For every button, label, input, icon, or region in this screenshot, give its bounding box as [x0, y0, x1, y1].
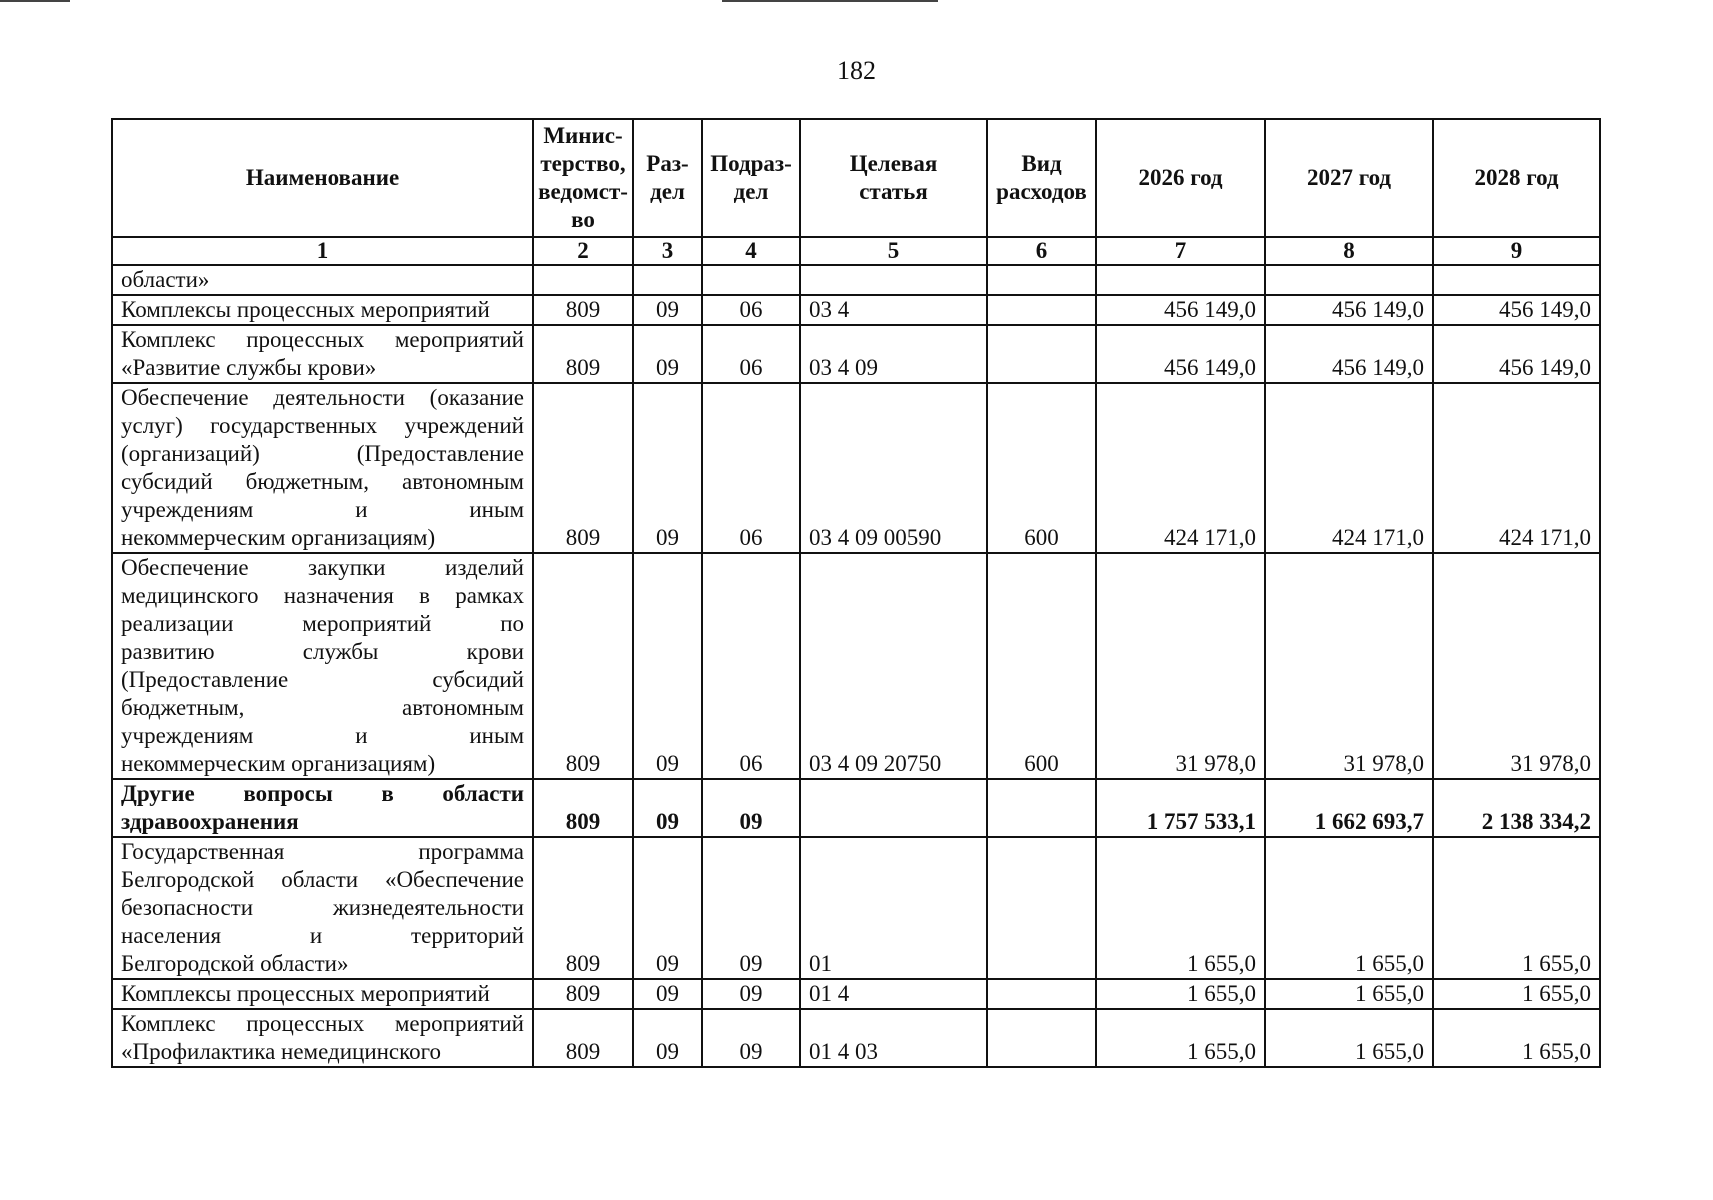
name-line: «Развитие службы крови»: [121, 355, 377, 380]
name-cell: [112, 325, 533, 383]
name-line: учреждениям и иным: [121, 723, 524, 748]
header-target-article: [800, 119, 987, 237]
name-line: субсидий бюджетным, автономным: [121, 469, 524, 494]
amount-2028-cell: 2 138 334,2: [1433, 779, 1600, 837]
name-line: Другие вопросы в области: [121, 781, 524, 806]
header-line: Подраз-: [710, 151, 792, 176]
subsection-cell: 09: [702, 779, 800, 837]
expense-type-cell: [987, 779, 1096, 837]
amount-2028-cell: 456 149,0: [1433, 325, 1600, 383]
header-section: [633, 119, 702, 237]
name-cell: [112, 295, 533, 325]
target-article-cell: [800, 779, 987, 837]
target-article-cell: [800, 265, 987, 295]
top-center-rule: [722, 0, 938, 2]
target-article-cell: 03 4 09 00590: [800, 383, 987, 553]
column-number: 4: [702, 237, 800, 265]
table-header-row: [112, 119, 1600, 237]
target-article-cell: 03 4 09 20750: [800, 553, 987, 779]
name-cell: [112, 837, 533, 979]
name-line: некоммерческим организациям): [121, 751, 436, 776]
expense-type-cell: [987, 979, 1096, 1009]
page-number: 182: [837, 56, 876, 85]
name-line: Белгородской области»: [121, 951, 349, 976]
table-row: [112, 979, 1600, 1009]
section-cell: 09: [633, 553, 702, 779]
header-ministry: [533, 119, 633, 237]
expense-type-cell: [987, 837, 1096, 979]
target-article-cell: 03 4: [800, 295, 987, 325]
table-row: [112, 779, 1600, 837]
subsection-cell: 09: [702, 1009, 800, 1067]
column-number: 8: [1265, 237, 1433, 265]
header-year-2028: [1433, 119, 1600, 237]
amount-2026-cell: 1 655,0: [1096, 1009, 1265, 1067]
subsection-cell: 09: [702, 837, 800, 979]
subsection-cell: 09: [702, 979, 800, 1009]
name-line: Комплекс процессных мероприятий: [121, 327, 524, 352]
section-cell: 09: [633, 383, 702, 553]
name-cell: [112, 265, 533, 295]
name-line: Государственная программа: [121, 839, 524, 864]
table-row: [112, 295, 1600, 325]
amount-2028-cell: 1 655,0: [1433, 979, 1600, 1009]
column-number: 5: [800, 237, 987, 265]
amount-2026-cell: 456 149,0: [1096, 325, 1265, 383]
column-number: 9: [1433, 237, 1600, 265]
amount-2028-cell: 424 171,0: [1433, 383, 1600, 553]
header-line: расходов: [996, 179, 1087, 204]
name-line: Комплекс процессных мероприятий: [121, 1011, 524, 1036]
amount-2027-cell: 456 149,0: [1265, 325, 1433, 383]
table-row: [112, 837, 1600, 979]
name-line: Обеспечение деятельности (оказание: [121, 385, 524, 410]
name-line: «Профилактика немедицинского: [121, 1039, 442, 1064]
expense-type-cell: 600: [987, 553, 1096, 779]
header-name: [112, 119, 533, 237]
table-row: [112, 383, 1600, 553]
header-line: Раз-: [646, 151, 689, 176]
name-line: здравоохранения: [121, 809, 299, 834]
header-line: Целевая: [849, 151, 938, 176]
name-line: реализации мероприятий по: [121, 611, 524, 636]
header-line: терство,: [540, 151, 626, 176]
name-cell: [112, 383, 533, 553]
column-number-row: [112, 237, 1600, 265]
amount-2027-cell: 456 149,0: [1265, 295, 1433, 325]
expense-type-cell: [987, 265, 1096, 295]
amount-2026-cell: 31 978,0: [1096, 553, 1265, 779]
header-line: дел: [650, 179, 685, 204]
target-article-cell: 01 4 03: [800, 1009, 987, 1067]
name-cell: [112, 553, 533, 779]
section-cell: [633, 265, 702, 295]
expense-type-cell: [987, 1009, 1096, 1067]
name-cell: [112, 979, 533, 1009]
name-line: Обеспечение закупки изделий: [121, 555, 524, 580]
ministry-cell: 809: [533, 979, 633, 1009]
amount-2028-cell: 1 655,0: [1433, 1009, 1600, 1067]
amount-2028-cell: [1433, 265, 1600, 295]
amount-2026-cell: 1 655,0: [1096, 837, 1265, 979]
header-line: Наименование: [245, 165, 400, 190]
ministry-cell: 809: [533, 553, 633, 779]
table-row: [112, 1009, 1600, 1067]
header-line: 2027 год: [1306, 165, 1392, 190]
budget-table: [111, 118, 1601, 1068]
ministry-cell: 809: [533, 779, 633, 837]
amount-2026-cell: 456 149,0: [1096, 295, 1265, 325]
name-line: Комплексы процессных мероприятий: [121, 981, 490, 1006]
amount-2027-cell: [1265, 265, 1433, 295]
amount-2026-cell: [1096, 265, 1265, 295]
header-year-2027: [1265, 119, 1433, 237]
header-line: статья: [859, 179, 928, 204]
ministry-cell: 809: [533, 295, 633, 325]
table-row: [112, 553, 1600, 779]
name-line: населения и территорий: [121, 923, 524, 948]
ministry-cell: 809: [533, 325, 633, 383]
column-number: 7: [1096, 237, 1265, 265]
name-line: развитию службы крови: [121, 639, 524, 664]
amount-2026-cell: 424 171,0: [1096, 383, 1265, 553]
name-line: (организаций) (Предоставление: [121, 441, 524, 466]
name-line: Комплексы процессных мероприятий: [121, 297, 490, 322]
name-line: (Предоставление субсидий: [121, 667, 524, 692]
amount-2027-cell: 1 662 693,7: [1265, 779, 1433, 837]
amount-2026-cell: 1 757 533,1: [1096, 779, 1265, 837]
amount-2027-cell: 31 978,0: [1265, 553, 1433, 779]
ministry-cell: 809: [533, 837, 633, 979]
expense-type-cell: [987, 325, 1096, 383]
header-line: Вид: [1021, 151, 1062, 176]
target-article-cell: 01 4: [800, 979, 987, 1009]
table-row: [112, 265, 1600, 295]
table-row: [112, 325, 1600, 383]
name-line: области»: [121, 267, 210, 292]
section-cell: 09: [633, 295, 702, 325]
section-cell: 09: [633, 1009, 702, 1067]
name-line: медицинского назначения в рамках: [121, 583, 524, 608]
name-line: бюджетным, автономным: [121, 695, 524, 720]
table-body: [112, 265, 1600, 1067]
amount-2027-cell: 424 171,0: [1265, 383, 1433, 553]
name-line: безопасности жизнедеятельности: [121, 895, 524, 920]
section-cell: 09: [633, 325, 702, 383]
section-cell: 09: [633, 979, 702, 1009]
name-line: Белгородской области «Обеспечение: [121, 867, 524, 892]
column-number: 1: [112, 237, 533, 265]
top-left-rule: [0, 0, 70, 2]
column-number: 2: [533, 237, 633, 265]
target-article-cell: 03 4 09: [800, 325, 987, 383]
target-article-cell: 01: [800, 837, 987, 979]
amount-2028-cell: 31 978,0: [1433, 553, 1600, 779]
name-cell: [112, 1009, 533, 1067]
header-line: Минис-: [543, 123, 623, 148]
header-expense-type: [987, 119, 1096, 237]
header-line: во: [571, 207, 595, 232]
expense-type-cell: 600: [987, 383, 1096, 553]
ministry-cell: 809: [533, 1009, 633, 1067]
subsection-cell: 06: [702, 295, 800, 325]
amount-2026-cell: 1 655,0: [1096, 979, 1265, 1009]
name-line: учреждениям и иным: [121, 497, 524, 522]
name-line: услуг) государственных учреждений: [121, 413, 524, 438]
header-line: ведомст-: [538, 179, 628, 204]
section-cell: 09: [633, 837, 702, 979]
header-line: дел: [733, 179, 769, 204]
subsection-cell: [702, 265, 800, 295]
ministry-cell: 809: [533, 383, 633, 553]
expense-type-cell: [987, 295, 1096, 325]
column-number: 6: [987, 237, 1096, 265]
column-number: 3: [633, 237, 702, 265]
amount-2028-cell: 1 655,0: [1433, 837, 1600, 979]
subsection-cell: 06: [702, 553, 800, 779]
header-subsection: [702, 119, 800, 237]
subsection-cell: 06: [702, 325, 800, 383]
section-cell: 09: [633, 779, 702, 837]
amount-2027-cell: 1 655,0: [1265, 837, 1433, 979]
amount-2028-cell: 456 149,0: [1433, 295, 1600, 325]
header-line: 2028 год: [1474, 165, 1559, 190]
name-line: некоммерческим организациям): [121, 525, 436, 550]
amount-2027-cell: 1 655,0: [1265, 979, 1433, 1009]
subsection-cell: 06: [702, 383, 800, 553]
ministry-cell: [533, 265, 633, 295]
amount-2027-cell: 1 655,0: [1265, 1009, 1433, 1067]
name-cell: [112, 779, 533, 837]
header-line: 2026 год: [1138, 165, 1223, 190]
header-year-2026: [1096, 119, 1265, 237]
